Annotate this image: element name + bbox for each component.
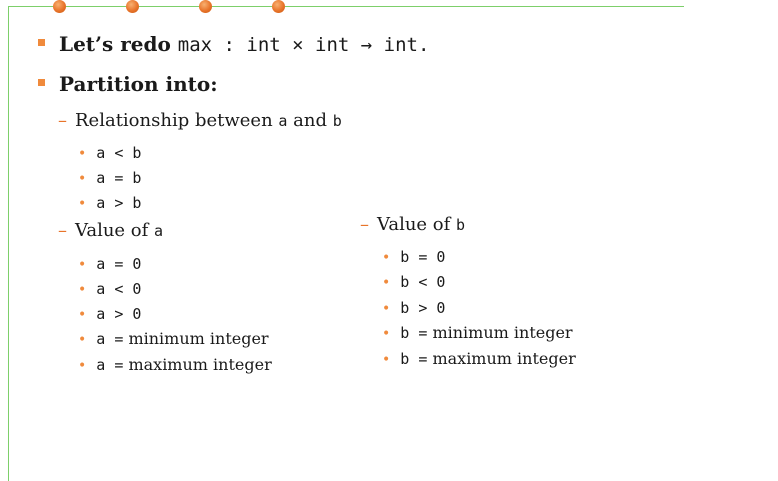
square-bullet-icon (38, 39, 45, 46)
list-item (78, 143, 141, 164)
value-b-heading (360, 214, 465, 236)
item-code: b = (400, 350, 428, 368)
dot-bullet-icon: • (382, 352, 391, 368)
decor-dot-4 (272, 0, 285, 13)
dot-bullet-icon: • (78, 146, 87, 162)
item-code: a < 0 (96, 280, 142, 298)
value-a-heading (58, 220, 163, 242)
dash-bullet-icon: – (360, 214, 369, 235)
dot-bullet-icon: • (382, 326, 391, 342)
dot-bullet-icon: • (78, 307, 87, 323)
dot-bullet-icon: • (78, 282, 87, 298)
list-item (382, 298, 445, 319)
heading-var-b: b (332, 112, 342, 130)
item-text: maximum integer (432, 349, 576, 368)
item-code: b > 0 (400, 299, 446, 317)
dot-bullet-icon: • (78, 196, 87, 212)
decor-dot-3 (199, 0, 212, 13)
bullet-code-text: max : int × int → int. (177, 34, 430, 56)
list-item (78, 168, 141, 189)
item-code: a = (96, 356, 124, 374)
list-item (382, 272, 445, 293)
list-item (78, 193, 141, 214)
item-code: a = 0 (96, 255, 142, 273)
dot-bullet-icon: • (382, 301, 391, 317)
dot-bullet-icon: • (78, 332, 87, 348)
heading-and: and (293, 110, 328, 131)
heading-var: a (154, 222, 164, 240)
item-code: a = b (96, 169, 142, 187)
dash-bullet-icon: – (58, 110, 67, 131)
list-item (78, 355, 272, 376)
square-bullet-icon (38, 79, 45, 86)
decor-dot-2 (126, 0, 139, 13)
item-text: maximum integer (128, 355, 272, 374)
list-item (78, 279, 141, 300)
item-code: a = (96, 330, 124, 348)
left-rule (8, 6, 9, 481)
list-item (382, 247, 445, 268)
list-item (78, 254, 141, 275)
relationship-heading (58, 110, 342, 132)
item-code: a > b (96, 194, 142, 212)
item-code: b = (400, 324, 428, 342)
list-item (382, 323, 573, 344)
bullet-lets-redo (38, 32, 429, 57)
heading-var-a: a (278, 112, 288, 130)
list-item (382, 349, 576, 370)
decor-dot-1 (53, 0, 66, 13)
item-text: minimum integer (432, 323, 573, 342)
item-code: a > 0 (96, 305, 142, 323)
list-item (78, 329, 269, 350)
bullet-bold-text: Partition into: (59, 72, 218, 96)
top-rule (8, 6, 684, 7)
dot-bullet-icon: • (78, 171, 87, 187)
heading-text: Value of (75, 220, 149, 241)
dot-bullet-icon: • (382, 275, 391, 291)
dash-bullet-icon: – (58, 220, 67, 241)
dot-bullet-icon: • (78, 358, 87, 374)
heading-var: b (456, 216, 466, 234)
heading-text: Relationship between (75, 110, 273, 131)
item-code: a < b (96, 144, 142, 162)
dot-bullet-icon: • (382, 250, 391, 266)
bullet-partition (38, 72, 218, 96)
list-item (78, 304, 141, 325)
item-code: b = 0 (400, 248, 446, 266)
item-code: b < 0 (400, 273, 446, 291)
dot-bullet-icon: • (78, 257, 87, 273)
bullet-bold-text: Let’s redo (59, 32, 171, 56)
heading-text: Value of (377, 214, 451, 235)
item-text: minimum integer (128, 329, 269, 348)
